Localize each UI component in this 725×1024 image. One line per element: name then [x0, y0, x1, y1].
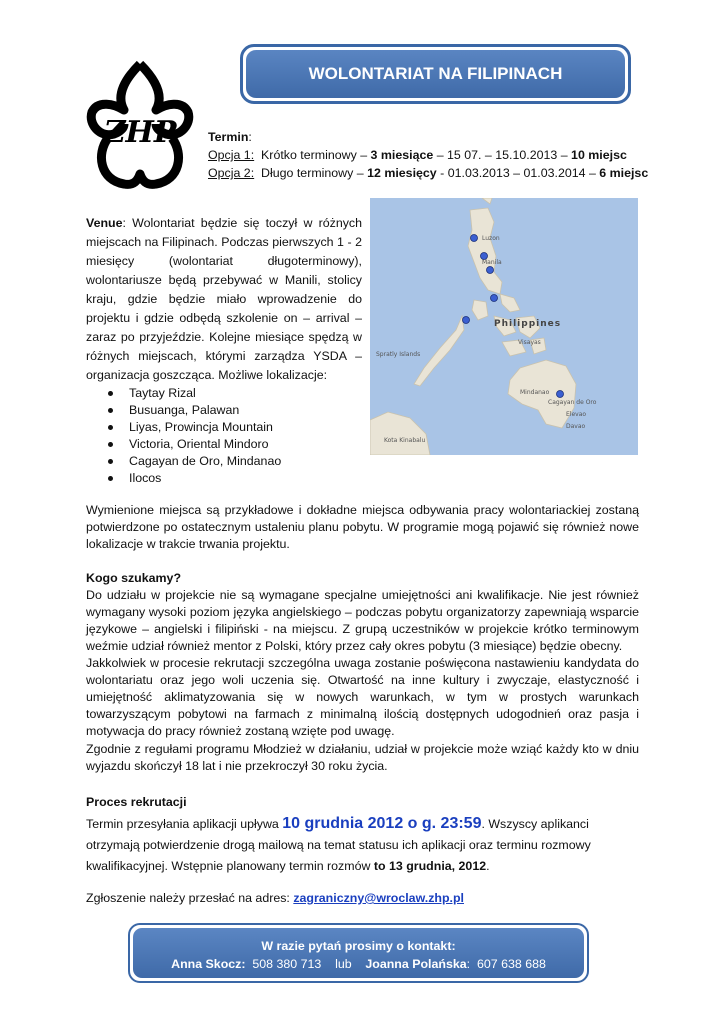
svg-text:Manila: Manila	[482, 259, 502, 266]
svg-text:Spratly Islands: Spratly Islands	[376, 351, 421, 358]
who-paragraph-2: Jakkolwiek w procesie rekrutacji szczególna uwaga zostanie poświęcona nastawieniu kandydata do wolontariatu oraz jego woli uczenia się. Otwartość na inne kultury i zwyczaje, elastyczność i umiejętność aklimatyzowania się w nowych warunkach, w tym w prostych warunkach towarzyszącym pobytowi na farmach z minimalną ilością dostępnych udogodnień oraz pasja i motywacja do pracy również zostaną wzięte pod uwagę.	[86, 656, 639, 738]
contact-heading: W razie pytań prosimy o kontakt:	[261, 939, 456, 953]
who-paragraph-3: Zgodnie z regułami programu Młodzież w działaniu, udział w projekcie może wziąć każdy kto w dniu wyjazdu skończył 18 lat i nie przekroczył 30 roku życia.	[86, 742, 639, 773]
venue-label: Venue	[86, 216, 123, 230]
title-banner	[240, 44, 631, 104]
svg-text:Visayas: Visayas	[518, 339, 541, 346]
contact-box	[128, 923, 589, 983]
svg-text:Kota Kinabalu: Kota Kinabalu	[384, 437, 426, 444]
recruitment-section	[86, 792, 639, 877]
map-country-label: Philippines	[494, 319, 562, 329]
termin-label: Termin	[208, 130, 249, 144]
contact-line: Anna Skocz: 508 380 713 lub Joanna Polańska: 607 638 688	[171, 957, 546, 971]
venue-text: : Wolontariat będzie się toczył w różnych miejscach na Filipinach. Podczas pierwszych 1 - 2 miesięcy (wolontariat długoterminowy), wolontariusze będą przebywać w Manili, stolicy kraju, gdzie będzie miało wprowadzenie do projektu i gdzie odbędą szkolenie on – arrival – zaraz po przyjeździe. Kolejne miesiące spędzą w różnych miejscach, którymi zarządza YSDA – organizacja goszcząca. Możliwe lokalizacje:	[86, 216, 362, 382]
submission-line: Zgłoszenie należy przesłać na adres: zagraniczny@wroclaw.zhp.pl	[86, 891, 464, 905]
list-item: Ilocos	[86, 470, 362, 487]
philippines-map	[370, 198, 638, 455]
page-title: WOLONTARIAT NA FILIPINACH	[246, 50, 625, 98]
list-item: Victoria, Oriental Mindoro	[86, 436, 362, 453]
locations-list	[86, 385, 362, 487]
list-item: Taytay Rizal	[86, 385, 362, 402]
svg-text:Davao: Davao	[566, 423, 586, 430]
svg-text:Luzon: Luzon	[482, 235, 500, 242]
list-item: Liyas, Prowincja Mountain	[86, 419, 362, 436]
recruitment-text: Termin przesyłania aplikacji upływa 10 grudnia 2012 o g. 23:59. Wszyscy aplikanci otrzymają potwierdzenie drogą mailową na temat statusu ich aplikacji oraz terminu rozmowy kwalifikacyjnej. Wstępnie planowany termin rozmów to 13 grudnia, 2012.	[86, 815, 591, 873]
contact-inner	[133, 928, 584, 978]
recruitment-heading: Proces rekrutacji	[86, 795, 187, 809]
venue-section	[86, 214, 362, 487]
who-paragraph-1: Do udziału w projekcie nie są wymagane specjalne umiejętności ani kwalifikacje. Nie jest również wymagany wysoki poziom języka angielskiego – podczas pobytu organizatorzy zapewniają wsparcie językowe – angielski i filipiński - na miejscu. Z grupą uczestników w projekcie krótko terminowym weźmie udział również mentor z Polski, który przez cały okres pobytu (3 miesiące) będzie obecny.	[86, 588, 639, 653]
svg-text:Elevao: Elevao	[566, 411, 587, 418]
examples-paragraph: Wymienione miejsca są przykładowe i dokładne miejsca odbywania pracy wolontariackiej zostaną potwierdzone po ostatecznym ustaleniu planu pobytu. W programie mogą pojawić się również nowe lokalizacje w trakcie trwania projektu.	[86, 503, 639, 551]
option-1: Opcja 1: Krótko terminowy – 3 miesiące – 15 07. – 15.10.2013 – 10 miejsc	[208, 148, 627, 162]
zhp-logo	[86, 58, 194, 198]
list-item: Cagayan de Oro, Mindanao	[86, 453, 362, 470]
logo-text: ZHP	[103, 115, 177, 150]
list-item: Busuanga, Palawan	[86, 402, 362, 419]
svg-text:Cagayan de Oro: Cagayan de Oro	[548, 399, 597, 406]
termin-block: Termin: Opcja 1: Krótko terminowy – 3 miesiące – 15 07. – 15.10.2013 – 10 miejsc Opcja 2: Długo terminowy – 12 miesięcy - 01.03.2013 – 01.03.2014 – 6 miejsc	[208, 130, 649, 180]
deadline-text: 10 grudnia 2012 o g. 23:59	[282, 815, 482, 832]
who-heading: Kogo szukamy?	[86, 571, 182, 585]
option-2: Opcja 2: Długo terminowy – 12 miesięcy - 01.03.2013 – 01.03.2014 – 6 miejsc	[208, 166, 649, 180]
who-section	[86, 570, 639, 775]
svg-text:Mindanao: Mindanao	[520, 389, 550, 396]
email-link[interactable]: zagraniczny@wroclaw.zhp.pl	[293, 891, 464, 905]
